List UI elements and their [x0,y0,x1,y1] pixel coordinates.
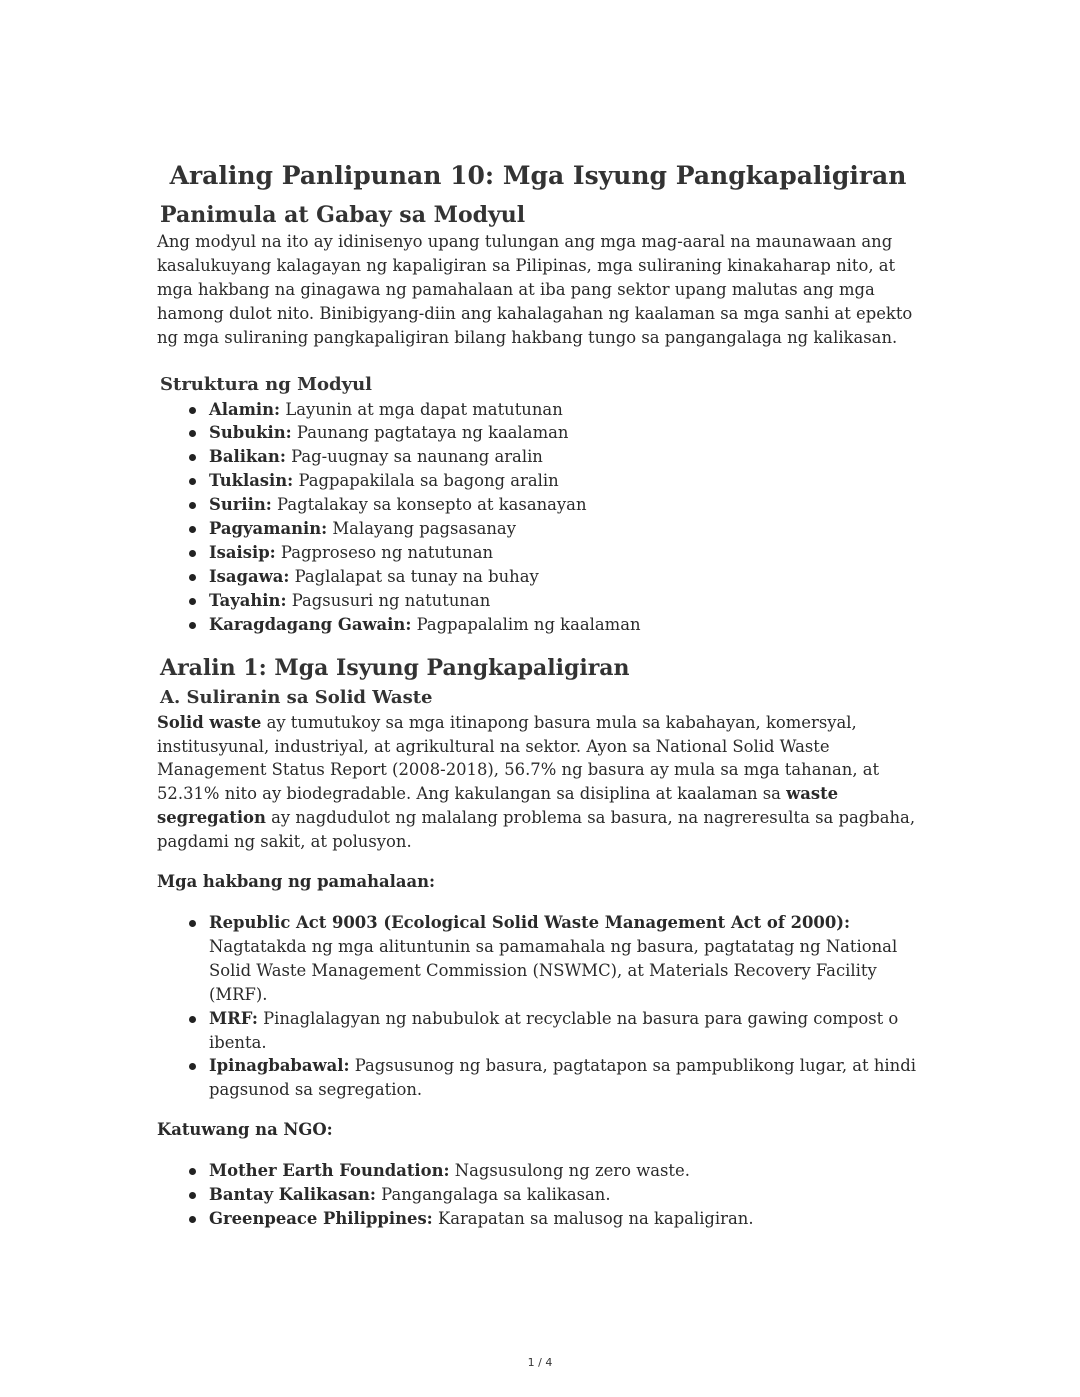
list-item: Isaisip: Pagproseso ng natutunan [188,541,919,565]
structure-list [157,398,919,637]
solid-waste-subheading: A. Suliranin sa Solid Waste [160,686,433,708]
list-item: Tayahin: Pagsusuri ng natutunan [188,589,919,613]
page-title: Araling Panlipunan 10: Mga Isyung Pangkapaligiran [169,161,907,190]
list-item: Subukin: Paunang pagtataya ng kaalaman [188,421,919,445]
list-item: Ipinagbabawal: Pagsusunog ng basura, pagtatapon sa pampublikong lugar, at hindi pagsunod sa segregation. [188,1054,919,1102]
list-item: Alamin: Layunin at mga dapat matutunan [188,398,919,422]
list-item: Suriin: Pagtalakay sa konsepto at kasanayan [188,493,919,517]
list-item: Republic Act 9003 (Ecological Solid Waste Management Act of 2000): Nagtatakda ng mga alituntunin sa pamamahala ng basura, pagtatatag ng National Solid Waste Management Commission (NSWMC), at Materials Recovery Facility (MRF). [188,911,919,1007]
page-number: 1 / 4 [527,1356,553,1369]
structure-heading: Struktura ng Modyul [160,373,373,395]
lesson1-heading: Aralin 1: Mga Isyung Pangkapaligiran [160,654,630,681]
ngo-list [157,1159,919,1231]
list-item: Isagawa: Paglalapat sa tunay na buhay [188,565,919,589]
list-item: MRF: Pinaglalagyan ng nabubulok at recyclable na basura para gawing compost o ibenta. [188,1007,919,1055]
intro-paragraph: Ang modyul na ito ay idinisenyo upang tulungan ang mga mag-aaral na maunawaan ang kasalukuyang kalagayan ng kapaligiran sa Pilipinas, mga suliraning kinakaharap nito, at mga hakbang na ginagawa ng pamahalaan at iba pang sektor upang malutas ang mga hamong dulot nito. Binibigyang-diin ang kahalagahan ng kaalaman sa mga sanhi at epekto ng mga suliraning pangkapaligiran bilang hakbang tungo sa pangangalaga ng kalikasan. [157,232,913,347]
government-steps-list [157,911,919,1102]
list-item: Pagyamanin: Malayang pagsasanay [188,517,919,541]
solid-waste-paragraph: Solid waste ay tumutukoy sa mga itinapong basura mula sa kabahayan, komersyal, institusyunal, industriyal, at agrikultural na sektor. Ayon sa National Solid Waste Management Status Report (2008-2018), 56.7% ng basura ay mula sa mga tahanan, at 52.31% nito ay biodegradable. Ang kakulangan sa disiplina at kaalaman sa waste segregation ay nagdudulot ng malalang problema sa basura, na nagreresulta sa pagbaha, pagdami ng sakit, at polusyon. [157,712,916,852]
list-item: Mother Earth Foundation: Nagsusulong ng zero waste. [188,1159,919,1183]
ngo-label: Katuwang na NGO: [157,1120,333,1140]
list-item: Greenpeace Philippines: Karapatan sa malusog na kapaligiran. [188,1207,919,1231]
list-item: Karagdagang Gawain: Pagpapalalim ng kaalaman [188,613,919,637]
government-steps-label: Mga hakbang ng pamahalaan: [157,872,436,892]
list-item: Balikan: Pag-uugnay sa naunang aralin [188,445,919,469]
intro-heading: Panimula at Gabay sa Modyul [160,202,526,228]
page-content [157,160,919,1231]
list-item: Tuklasin: Pagpapakilala sa bagong aralin [188,469,919,493]
list-item: Bantay Kalikasan: Pangangalaga sa kalikasan. [188,1183,919,1207]
